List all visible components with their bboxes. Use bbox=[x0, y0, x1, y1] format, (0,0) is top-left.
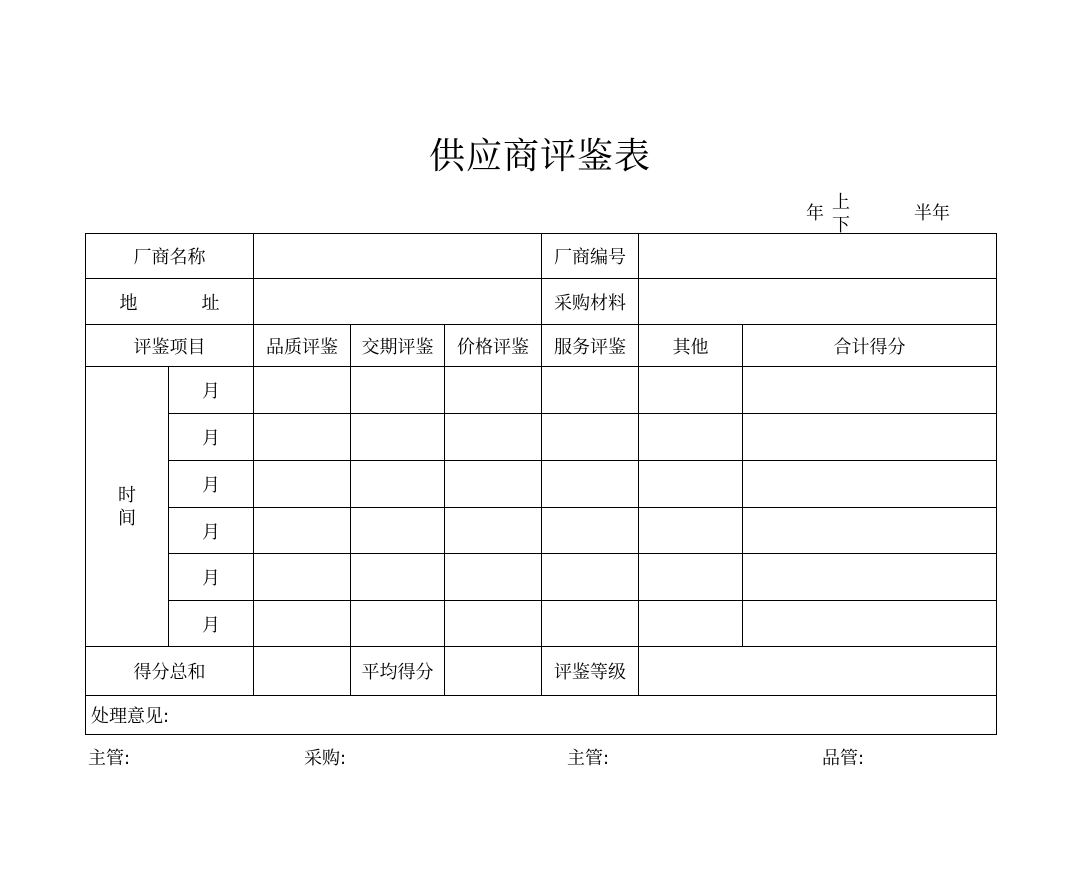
col-header-item: 评鉴项目 bbox=[86, 325, 254, 367]
other-score-cell[interactable] bbox=[639, 461, 743, 508]
price-score-cell[interactable] bbox=[445, 414, 542, 461]
quality-score-cell[interactable] bbox=[254, 601, 351, 647]
material-field[interactable] bbox=[639, 279, 997, 325]
quality-score-cell[interactable] bbox=[254, 414, 351, 461]
month-row bbox=[86, 461, 997, 508]
price-score-cell[interactable] bbox=[445, 367, 542, 414]
average-score-label: 平均得分 bbox=[351, 647, 445, 696]
vendor-name-field[interactable] bbox=[254, 234, 542, 279]
address-row bbox=[86, 279, 997, 325]
price-score-cell[interactable] bbox=[445, 461, 542, 508]
other-score-cell[interactable] bbox=[639, 554, 743, 601]
other-score-cell[interactable] bbox=[639, 508, 743, 554]
price-score-cell[interactable] bbox=[445, 554, 542, 601]
price-score-cell[interactable] bbox=[445, 601, 542, 647]
average-score-field[interactable] bbox=[445, 647, 542, 696]
col-header-delivery: 交期评鉴 bbox=[351, 325, 445, 367]
handling-opinion-field[interactable]: 处理意见: bbox=[86, 696, 997, 735]
address-label: 地 址 bbox=[119, 292, 220, 314]
vendor-code-label: 厂商编号 bbox=[542, 234, 639, 279]
month-row bbox=[86, 554, 997, 601]
quality-score-cell[interactable] bbox=[254, 554, 351, 601]
quality-score-cell[interactable] bbox=[254, 461, 351, 508]
score-sum-field[interactable] bbox=[254, 647, 351, 696]
delivery-score-cell[interactable] bbox=[351, 554, 445, 601]
evaluation-grade-label: 评鉴等级 bbox=[542, 647, 639, 696]
month-label: 月 bbox=[169, 554, 254, 601]
delivery-score-cell[interactable] bbox=[351, 414, 445, 461]
month-label: 月 bbox=[169, 508, 254, 554]
material-label: 采购材料 bbox=[542, 279, 639, 325]
delivery-score-cell[interactable] bbox=[351, 367, 445, 414]
month-row bbox=[86, 508, 997, 554]
delivery-score-cell[interactable] bbox=[351, 508, 445, 554]
col-header-service: 服务评鉴 bbox=[542, 325, 639, 367]
period-lower[interactable]: 下 bbox=[832, 215, 850, 236]
service-score-cell[interactable] bbox=[542, 461, 639, 508]
service-score-cell[interactable] bbox=[542, 414, 639, 461]
column-header-row bbox=[86, 325, 997, 367]
supplier-evaluation-table bbox=[85, 233, 997, 735]
month-row bbox=[86, 414, 997, 461]
period-upper[interactable]: 上 bbox=[832, 192, 850, 213]
month-row bbox=[86, 601, 997, 647]
service-score-cell[interactable] bbox=[542, 508, 639, 554]
service-score-cell[interactable] bbox=[542, 554, 639, 601]
period-half-year: 半年 bbox=[914, 203, 950, 224]
signature-quality-control: 品管: bbox=[822, 748, 865, 769]
time-label: 时间 bbox=[118, 484, 136, 529]
month-label: 月 bbox=[169, 414, 254, 461]
col-header-other: 其他 bbox=[639, 325, 743, 367]
opinion-row bbox=[86, 696, 997, 735]
total-score-cell[interactable] bbox=[743, 461, 997, 508]
month-label: 月 bbox=[169, 367, 254, 414]
total-score-cell[interactable] bbox=[743, 554, 997, 601]
total-score-cell[interactable] bbox=[743, 367, 997, 414]
score-sum-label: 得分总和 bbox=[86, 647, 254, 696]
service-score-cell[interactable] bbox=[542, 367, 639, 414]
month-row bbox=[86, 367, 997, 414]
total-score-cell[interactable] bbox=[743, 508, 997, 554]
vendor-name-row bbox=[86, 234, 997, 279]
period-year: 年 bbox=[806, 203, 824, 224]
total-score-cell[interactable] bbox=[743, 414, 997, 461]
col-header-total: 合计得分 bbox=[743, 325, 997, 367]
month-label: 月 bbox=[169, 601, 254, 647]
price-score-cell[interactable] bbox=[445, 508, 542, 554]
other-score-cell[interactable] bbox=[639, 601, 743, 647]
delivery-score-cell[interactable] bbox=[351, 601, 445, 647]
total-score-cell[interactable] bbox=[743, 601, 997, 647]
other-score-cell[interactable] bbox=[639, 367, 743, 414]
other-score-cell[interactable] bbox=[639, 414, 743, 461]
quality-score-cell[interactable] bbox=[254, 367, 351, 414]
address-field[interactable] bbox=[254, 279, 542, 325]
delivery-score-cell[interactable] bbox=[351, 461, 445, 508]
month-label: 月 bbox=[169, 461, 254, 508]
service-score-cell[interactable] bbox=[542, 601, 639, 647]
signature-purchasing: 采购: bbox=[304, 748, 347, 769]
summary-row bbox=[86, 647, 997, 696]
quality-score-cell[interactable] bbox=[254, 508, 351, 554]
form-title: 供应商评鉴表 bbox=[428, 136, 651, 177]
signature-supervisor-1: 主管: bbox=[88, 748, 131, 769]
col-header-price: 价格评鉴 bbox=[445, 325, 542, 367]
vendor-name-label: 厂商名称 bbox=[86, 234, 254, 279]
signature-supervisor-2: 主管: bbox=[567, 748, 610, 769]
evaluation-grade-field[interactable] bbox=[639, 647, 997, 696]
vendor-code-field[interactable] bbox=[639, 234, 997, 279]
col-header-quality: 品质评鉴 bbox=[254, 325, 351, 367]
